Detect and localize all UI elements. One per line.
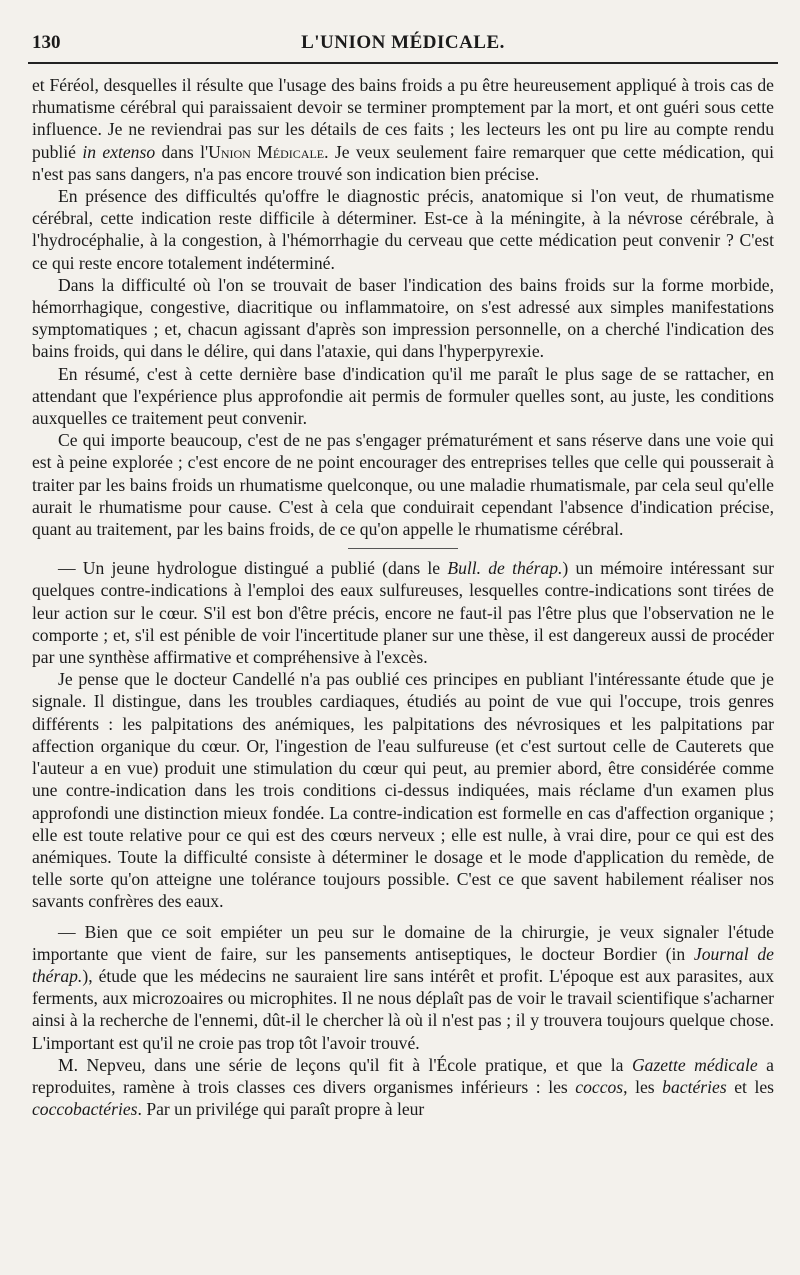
section-gap: [32, 913, 774, 921]
paragraph: [32, 1054, 774, 1121]
text-run: . Par un privilége qui paraît propre à leur: [137, 1099, 425, 1120]
italic-run: Bull. de thérap.: [447, 558, 563, 579]
text-run: M. Nepveu, dans une série de leçons qu'il fit à l'École pratique, et que la: [58, 1054, 632, 1075]
text-run: . Je veux seulement faire remarquer que cette médication, qui n'est pas sans dangers, n'a pas encore trouvé son indication bien précise.: [32, 141, 774, 184]
paragraph: Dans la difficulté où l'on se trouvait de baser l'indication des bains froids sur la forme morbide, hémorrhagique, congestive, diacritique ou inflammatoire, on s'est adressé aux simples manifestations symptomatiques ; et, chacun agissant d'après son impression personnelle, on a cherché l'indication des bains froids, qui dans le délire, qui dans l'ataxie, qui dans l'hyperpyrexie.: [32, 274, 774, 362]
text-run: ), étude que les médecins ne sauraient lire sans intérêt et profit. L'époque est aux parasites, aux ferments, aux microzoaires ou microphites. Il ne nous déplaît pas de voir le travail scientifique s'acharner ainsi à la recherche de l'ennemi, dût-il le chercher là où il n'est pas ; il y trouvera toujours quelque chose. L'important est qu'il ne croie pas trop tôt l'avoir trouvé.: [32, 965, 774, 1053]
italic-run: in extenso: [82, 141, 156, 162]
italic-run: coccos: [575, 1076, 624, 1097]
italic-run: Gazette médicale: [631, 1054, 758, 1075]
italic-run: Journal de thérap.: [32, 943, 774, 986]
text-run: , les: [623, 1076, 663, 1097]
paragraph: En résumé, c'est à cette dernière base d'indication qu'il me paraît le plus sage de se rattacher, en attendant que l'expérience plus approfondie ait permis de formuler quelles sont, au juste, les conditions auxquelles ce traitement peut convenir.: [32, 363, 774, 429]
text-run: — Bien que ce soit empiéter un peu sur le domaine de la chirurgie, je veux signaler l'étude importante que vient de faire, sur les pansements antiseptiques, le docteur Bordier (in: [32, 921, 774, 964]
paragraph: [32, 557, 774, 668]
page-header: [28, 28, 778, 64]
running-title: L'UNION MÉDICALE.: [301, 32, 505, 53]
text-run: a reproduites, ramène à trois classes ces divers organismes inférieurs : les: [32, 1054, 774, 1097]
text-run: — Un jeune hydrologue distingué a publié (dans le: [58, 558, 448, 579]
text-run: et Féréol, desquelles il résulte que l'usage des bains froids a pu être heureusement appliqué à trois cas de rhumatisme cérébral qui paraissaient devoir se terminer promptement par la mort, et ont guéri sous cette influence. Je ne reviendrai pas sur les détails de ces faits ; les lecteurs les ont pu lire au compte rendu publié: [32, 75, 774, 162]
italic-run: coccobactéries: [32, 1099, 138, 1120]
journal-name: Union Médicale: [208, 141, 325, 162]
paragraph: [32, 74, 774, 185]
paragraph: [32, 921, 774, 1054]
text-run: dans l': [155, 141, 209, 162]
paragraph: En présence des difficultés qu'offre le diagnostic précis, anatomique si l'on veut, de rhumatisme cérébral, cette indication reste difficile à déterminer. Est-ce à la méningite, à la névrose cérébrale, à l'hydrocéphalie, à la congestion, à l'hémorrhagie du cerveau que cette médication peut convenir ? C'est ce qui reste encore totalement indéterminé.: [32, 186, 774, 273]
text-run: ) un mémoire intéressant sur quelques contre-indications à l'emploi des eaux sulfureuses, lesquelles contre-indications sont tirées de leur action sur le cœur. S'il est bon d'être précis, encore ne faut-il pas l'être plus que l'observation ne le comporte ; et, s'il est pénible de voir l'incertitude planer sur une thèse, il est dangereux aussi de procéder par une synthèse affirmative et compréhensive à l'excès.: [32, 558, 774, 668]
text-run: et les: [726, 1076, 774, 1097]
paragraph: Je pense que le docteur Candellé n'a pas oublié ces principes en publiant l'intéressante étude que je signale. Il distingue, dans les troubles cardiaques, étudiés au point de vue qui l'occupe, trois genres différents : les palpitations des anémiques, les palpitations des névrosiques et les palpitations par affection organique du cœur. Or, l'ingestion de l'eau sulfureuse (et c'est surtout celle de Cauterets que l'auteur a en vue) produit une stimulation du cœur qui peut, au premier abord, être considérée comme une contre-indication dans les trois conditions ci-dessus indiquées, mais réclame d'un examen plus approfondi une distinction mieux fondée. La contre-indication est formelle en cas d'affection organique ; elle est toute relative pour ce qui est des cœurs nerveux ; elle est nulle, à vrai dire, pour ce qui est des anémiques. Toute la difficulté consiste à déterminer le dosage et le mode d'application du remède, de telle sorte qu'on atteigne une tolérance toujours possible. C'est ce que savent habilement réaliser nos savants confrères des eaux.: [32, 669, 774, 912]
page-number: 130: [32, 32, 61, 53]
paragraph: Ce qui importe beaucoup, c'est de ne pas s'engager prématurément et sans réserve dans une voie qui est à peine explorée ; c'est encore de ne point encourager des entreprises telles que celle qui pousserait à traiter par les bains froids un rhumatisme quelconque, ou une maladie rhumatismale, par cela seul qu'elle aurait le rhumatisme pour cause. C'est à cela que conduirait cependant l'absence d'indication précise, quant au traitement, par les bains froids, de ce qu'on appelle le rhumatisme cérébral.: [32, 430, 774, 540]
section-divider: [348, 548, 458, 549]
article-body: [32, 74, 774, 1120]
italic-run: bactéries: [662, 1076, 727, 1097]
